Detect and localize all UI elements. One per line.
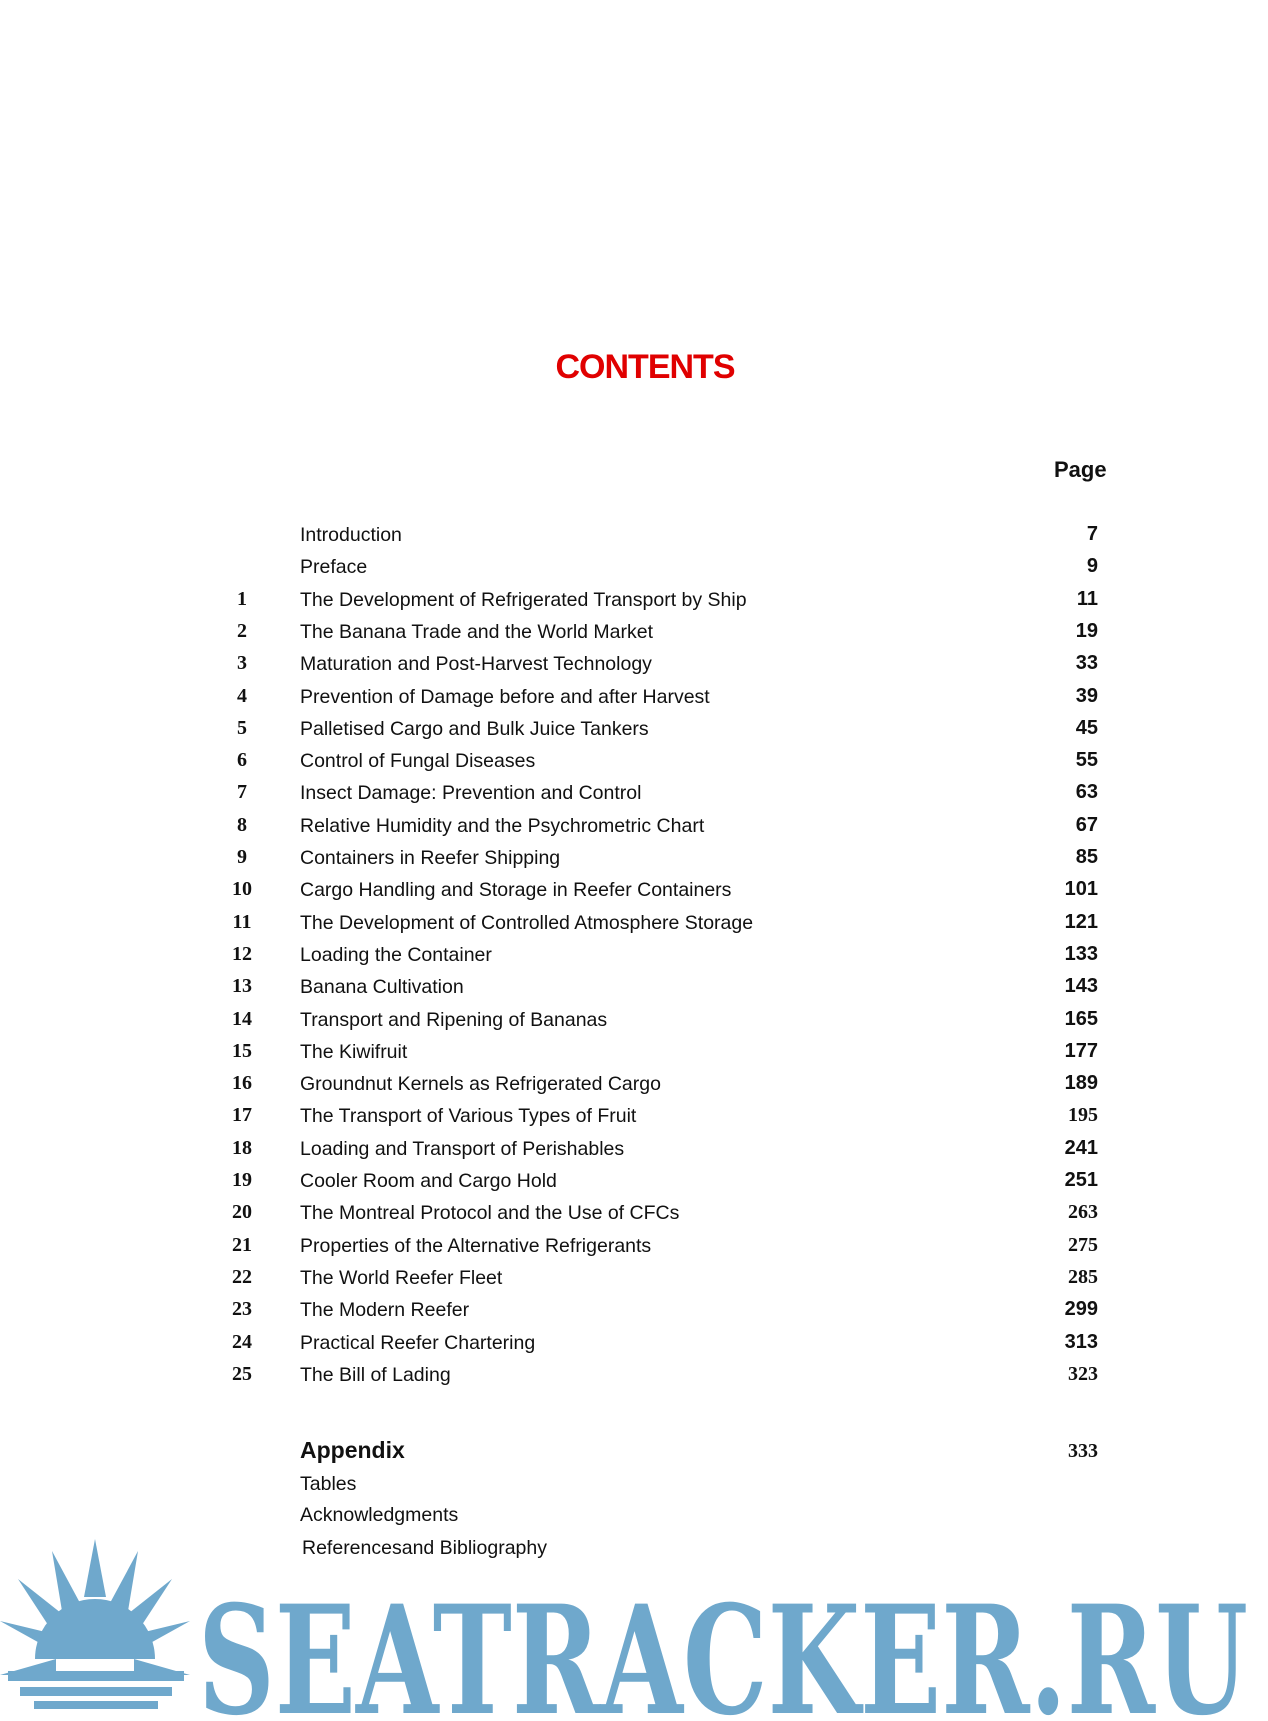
page-number: 33 — [1075, 652, 1098, 675]
chapter-number: 16 — [232, 1072, 252, 1095]
chapter-number: 23 — [232, 1298, 252, 1321]
chapter-title: The Modern Reefer — [300, 1299, 470, 1322]
chapter-title: Properties of the Alternative Refrigerants — [300, 1234, 652, 1257]
toc-row — [0, 1296, 1268, 1326]
toc-row — [0, 812, 1268, 842]
chapter-title: The Development of Controlled Atmosphere Storage — [300, 911, 754, 934]
page-number: 165 — [1064, 1007, 1098, 1030]
chapter-number: 22 — [232, 1265, 252, 1288]
page-number: 177 — [1064, 1039, 1098, 1062]
appendix-page: 333 — [1068, 1440, 1098, 1462]
chapter-title: Prevention of Damage before and after Harvest — [300, 685, 710, 708]
toc-row — [0, 876, 1268, 906]
page-column-header: Page — [1054, 457, 1107, 482]
chapter-title: Control of Fungal Diseases — [300, 750, 536, 773]
page-number: 189 — [1064, 1072, 1098, 1095]
chapter-title: The World Reefer Fleet — [300, 1266, 503, 1289]
appendix-heading: Appendix — [300, 1437, 405, 1463]
chapter-title: Loading the Container — [300, 943, 492, 966]
chapter-number: 5 — [237, 716, 247, 739]
page-number: 19 — [1075, 619, 1098, 642]
toc-row — [0, 586, 1268, 616]
toc-row — [0, 1199, 1268, 1229]
page-number: 313 — [1064, 1330, 1098, 1353]
page-title: CONTENTS — [555, 348, 735, 386]
toc-row — [0, 747, 1268, 777]
chapter-title: The Transport of Various Types of Fruit — [300, 1105, 637, 1128]
chapter-title: Groundnut Kernels as Refrigerated Cargo — [300, 1073, 661, 1096]
page-number: 133 — [1064, 942, 1098, 965]
chapter-number: 25 — [232, 1362, 252, 1385]
chapter-number: 9 — [237, 846, 247, 868]
chapter-title: The Banana Trade and the World Market — [300, 620, 654, 643]
sun-icon — [0, 1539, 190, 1709]
chapter-title: Relative Humidity and the Psychrometric Chart — [300, 814, 705, 837]
toc-row — [0, 1329, 1268, 1359]
page-number: 275 — [1068, 1233, 1098, 1256]
chapter-title: Practical Reefer Chartering — [300, 1331, 536, 1354]
page-number: 121 — [1064, 910, 1098, 933]
toc-row — [0, 909, 1268, 939]
page-number: 63 — [1075, 781, 1098, 804]
chapter-number: 20 — [232, 1201, 252, 1224]
toc-row — [0, 941, 1268, 971]
chapter-title: Containers in Reefer Shipping — [300, 847, 561, 869]
chapter-title: The Development of Refrigerated Transport by Ship — [300, 588, 747, 611]
chapter-number: 19 — [232, 1169, 252, 1191]
toc-row — [0, 1167, 1268, 1197]
appendix-item-references: Referencesand Bibliography — [302, 1537, 547, 1559]
page-number: 9 — [1086, 555, 1098, 578]
page-number: 39 — [1075, 684, 1098, 707]
chapter-number: 17 — [232, 1104, 252, 1127]
chapter-title: Loading and Transport of Perishables — [300, 1137, 625, 1160]
page-number: 85 — [1075, 846, 1098, 868]
toc-row — [0, 618, 1268, 648]
chapter-number: 14 — [232, 1007, 252, 1030]
page-number: 101 — [1064, 878, 1098, 901]
page-number: 323 — [1068, 1362, 1098, 1385]
chapter-number: 8 — [237, 813, 247, 836]
page-number: 67 — [1075, 813, 1098, 836]
chapter-title: Maturation and Post-Harvest Technology — [300, 653, 652, 676]
toc-row — [0, 650, 1268, 680]
chapter-title: Insect Damage: Prevention and Control — [300, 782, 642, 805]
toc-row — [0, 779, 1268, 809]
toc-row — [0, 1102, 1268, 1132]
page-number: 11 — [1076, 587, 1098, 610]
toc-row — [0, 1361, 1268, 1391]
page-number: 285 — [1068, 1265, 1098, 1288]
page-number: 251 — [1064, 1169, 1098, 1191]
toc-row — [0, 973, 1268, 1003]
chapter-title: Cooler Room and Cargo Hold — [300, 1170, 557, 1192]
toc-row — [0, 1232, 1268, 1262]
page-number: 263 — [1068, 1201, 1098, 1224]
chapter-number: 12 — [232, 942, 252, 965]
page-number: 143 — [1064, 975, 1098, 998]
chapter-title: The Bill of Lading — [300, 1363, 451, 1386]
chapter-number: 10 — [232, 878, 252, 901]
toc-row — [0, 1135, 1268, 1165]
chapter-number: 11 — [232, 910, 252, 933]
page-number: 241 — [1064, 1136, 1098, 1159]
page-number: 45 — [1075, 716, 1098, 739]
chapter-title: Palletised Cargo and Bulk Juice Tankers — [300, 717, 649, 740]
chapter-title: Cargo Handling and Storage in Reefer Containers — [300, 879, 732, 902]
chapter-number: 15 — [232, 1039, 252, 1062]
chapter-title: Introduction — [300, 524, 402, 546]
chapter-number: 24 — [232, 1330, 252, 1353]
appendix-item-acknowledgments: Acknowledgments — [300, 1504, 459, 1526]
toc-row — [0, 1038, 1268, 1068]
page-number: 299 — [1064, 1298, 1098, 1321]
toc-row — [0, 1070, 1268, 1100]
toc-row — [0, 1006, 1268, 1036]
chapter-title: The Montreal Protocol and the Use of CFCs — [300, 1202, 680, 1225]
chapter-number: 3 — [237, 652, 247, 675]
toc-row — [0, 553, 1268, 583]
toc-row — [0, 715, 1268, 745]
chapter-number: 4 — [237, 684, 247, 707]
chapter-number: 18 — [232, 1136, 252, 1159]
chapter-number: 7 — [237, 781, 247, 804]
appendix-item-tables: Tables — [300, 1473, 357, 1495]
chapter-title: Banana Cultivation — [300, 976, 464, 999]
page-number: 55 — [1075, 749, 1098, 772]
toc-row — [0, 844, 1268, 874]
chapter-number: 6 — [237, 749, 247, 772]
page-number: 195 — [1068, 1104, 1098, 1127]
watermark-text: SEATRACKER.RU — [198, 1573, 1248, 1721]
chapter-number: 21 — [232, 1233, 252, 1256]
toc-row — [0, 521, 1268, 551]
toc-row — [0, 683, 1268, 713]
chapter-number: 2 — [237, 619, 247, 642]
chapter-title: Transport and Ripening of Bananas — [300, 1008, 608, 1031]
toc-row — [0, 1264, 1268, 1294]
chapter-number: 13 — [232, 975, 252, 998]
watermark-logo — [0, 1535, 1268, 1721]
chapter-title: The Kiwifruit — [300, 1040, 408, 1063]
chapter-title: Preface — [300, 556, 368, 579]
chapter-number: 1 — [237, 587, 247, 610]
page-number: 7 — [1086, 523, 1098, 545]
